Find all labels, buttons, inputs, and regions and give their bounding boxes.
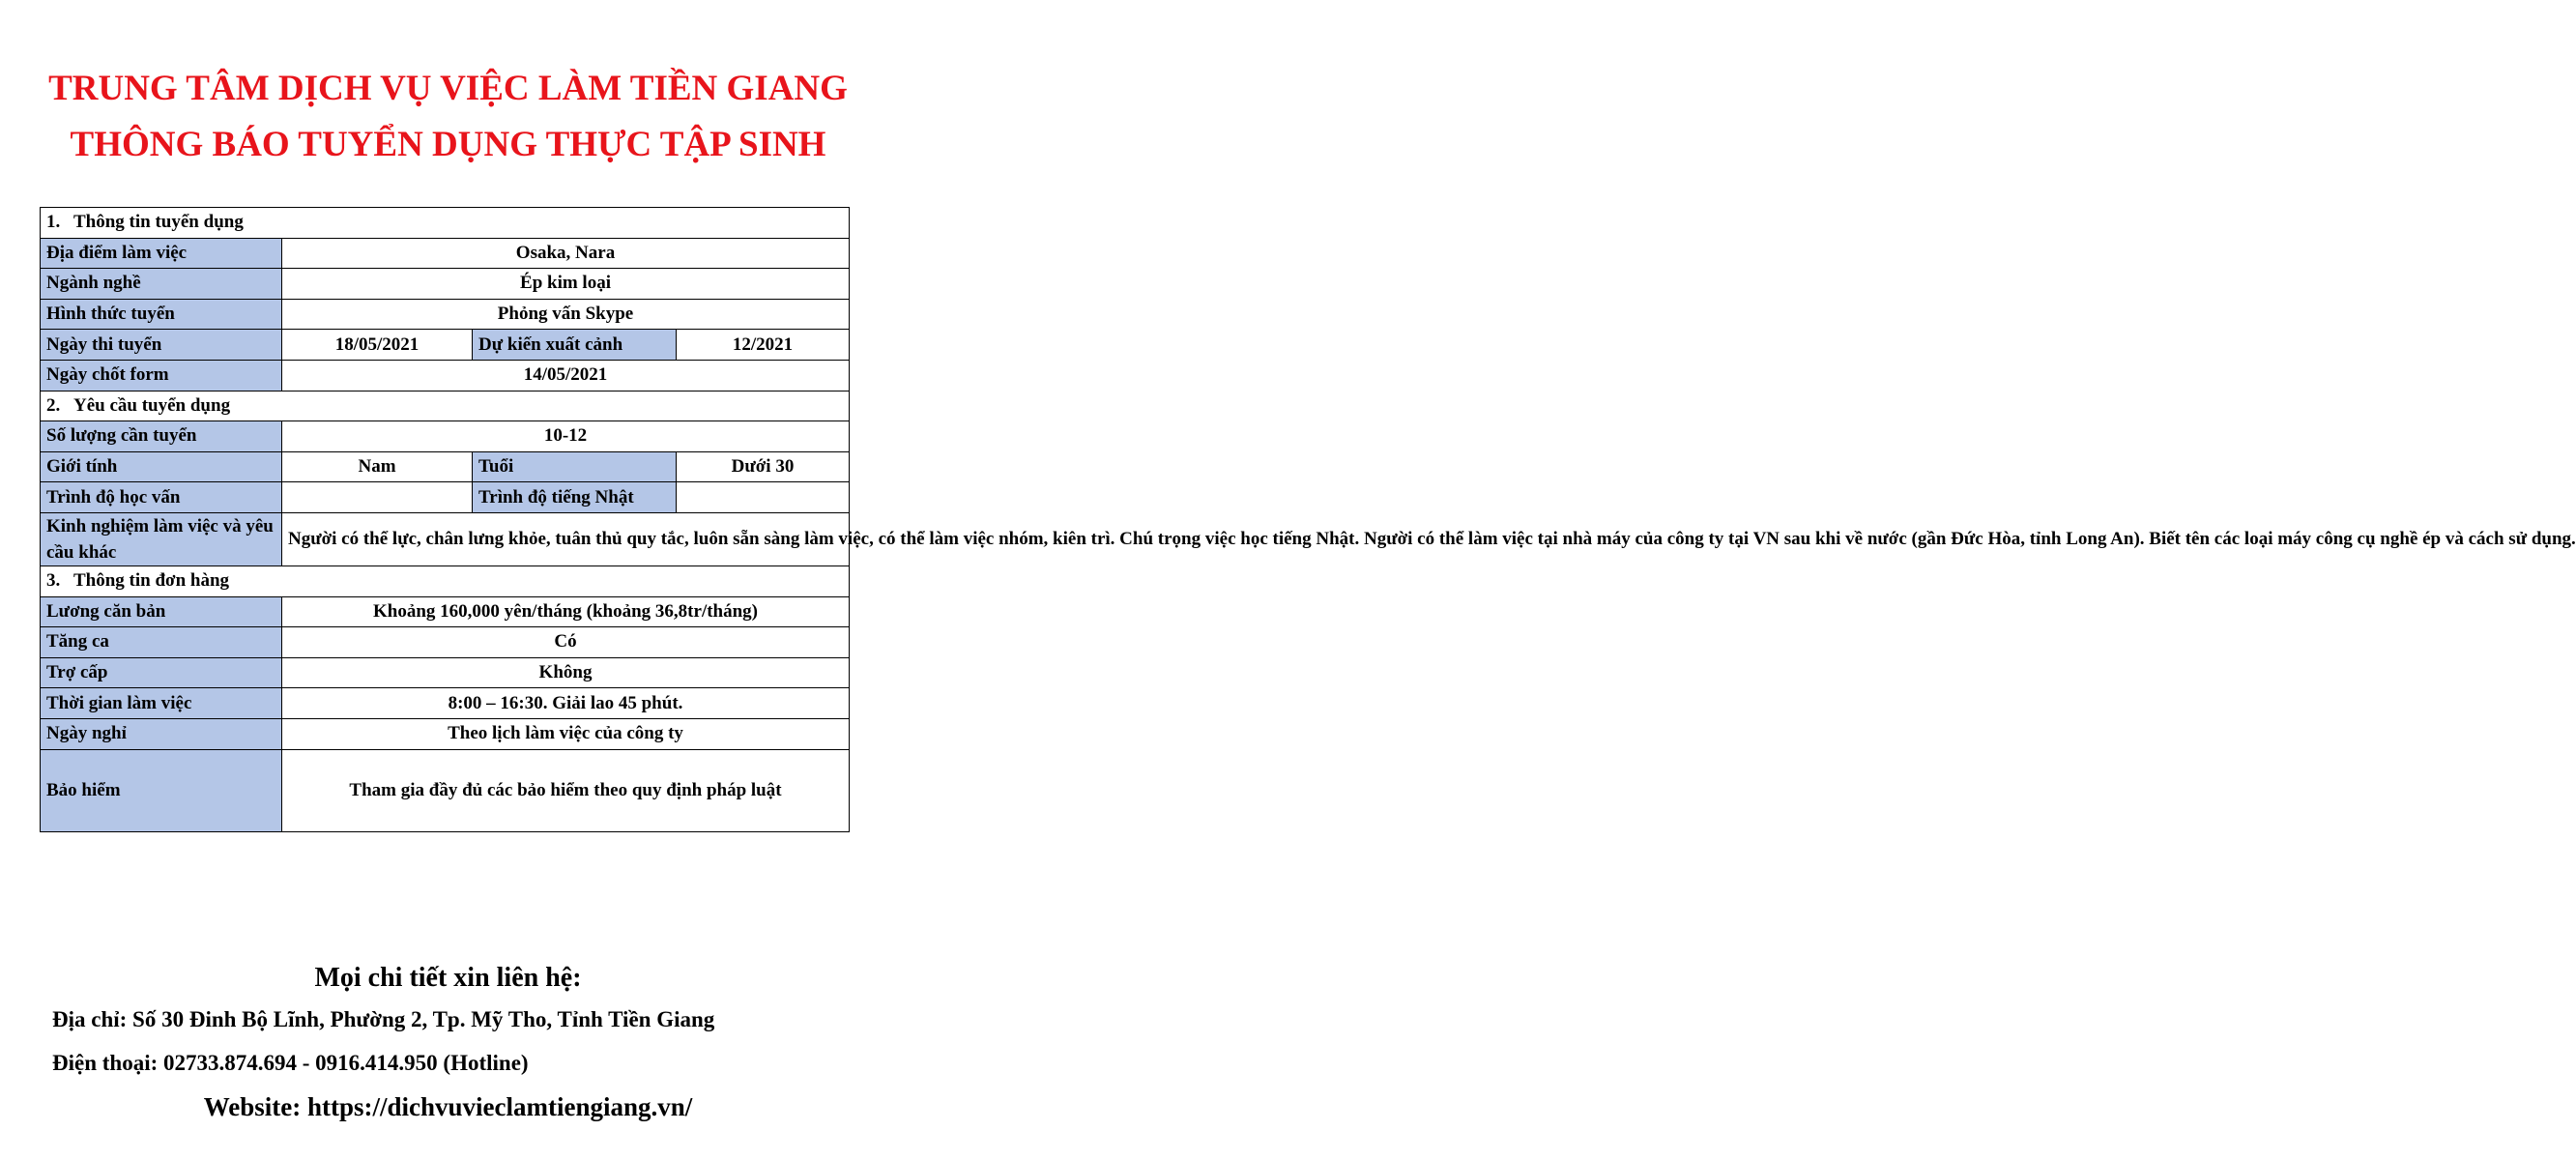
departure-label: Dự kiến xuất cảnh xyxy=(473,330,677,361)
table-row xyxy=(41,330,850,361)
table-row xyxy=(41,299,850,330)
phone-line: Điện thoại: 02733.874.694 - 0916.414.950 (Hotline) xyxy=(52,1051,529,1075)
salary-label: Lương căn bản xyxy=(41,596,282,627)
table-row xyxy=(41,482,850,513)
section-number: 1. xyxy=(46,212,61,233)
section-title: Thông tin tuyển dụng xyxy=(73,212,244,233)
japanese-level-value xyxy=(677,482,850,513)
recruit-form-value: Phỏng vấn Skype xyxy=(282,299,850,330)
table-row xyxy=(41,627,850,658)
table-row xyxy=(41,749,850,831)
website-line: Website: https://dichvuvieclamtiengiang.vn/ xyxy=(203,1092,693,1121)
education-label: Trình độ học vấn xyxy=(41,482,282,513)
days-off-value: Theo lịch làm việc của công ty xyxy=(282,718,850,749)
days-off-label: Ngày nghỉ xyxy=(41,718,282,749)
section-header-requirements xyxy=(41,391,850,421)
allowance-value: Không xyxy=(282,657,850,688)
table-row xyxy=(41,718,850,749)
industry-label: Ngành nghề xyxy=(41,269,282,300)
table-row xyxy=(41,596,850,627)
gender-value: Nam xyxy=(282,451,473,482)
working-hours-label: Thời gian làm việc xyxy=(41,688,282,719)
table-row xyxy=(41,360,850,391)
gender-label: Giới tính xyxy=(41,451,282,482)
insurance-value: Tham gia đầy đủ các bảo hiểm theo quy định pháp luật xyxy=(282,749,850,831)
working-hours-value: 8:00 – 16:30. Giải lao 45 phút. xyxy=(282,688,850,719)
recruitment-table xyxy=(40,207,2576,832)
announcement-title: THÔNG BÁO TUYỂN DỤNG THỰC TẬP SINH xyxy=(70,125,826,164)
departure-value: 12/2021 xyxy=(677,330,850,361)
table-row xyxy=(41,512,850,566)
form-deadline-label: Ngày chốt form xyxy=(41,360,282,391)
insurance-label: Bảo hiểm xyxy=(41,749,282,831)
education-value xyxy=(282,482,473,513)
table-row xyxy=(41,657,850,688)
recruit-form-label: Hình thức tuyển xyxy=(41,299,282,330)
section-title: Yêu cầu tuyển dụng xyxy=(73,394,231,416)
experience-value: Người có thể lực, chân lưng khỏe, tuân thủ quy tắc, luôn sẵn sàng làm việc, có thể làm việc nhóm, kiên trì. Chú trọng việc học tiếng Nhật. Người có thể làm việc tại nhà máy của công ty tại VN sau khi về nước (gần Đức Hòa, tỉnh Long An). Biết tên các loại máy công cụ nghề ép và cách sử dụng. xyxy=(282,512,850,566)
exam-date-value: 18/05/2021 xyxy=(282,330,473,361)
section-header-recruitment-info xyxy=(41,208,850,239)
table-row xyxy=(41,688,850,719)
age-label: Tuổi xyxy=(473,451,677,482)
age-value: Dưới 30 xyxy=(677,451,850,482)
contact-heading: Mọi chi tiết xin liên hệ: xyxy=(314,963,582,993)
quantity-value: 10-12 xyxy=(282,421,850,452)
address-line: Địa chỉ: Số 30 Đinh Bộ Lĩnh, Phường 2, Tp. Mỹ Tho, Tỉnh Tiền Giang xyxy=(52,1007,715,1031)
section-number: 3. xyxy=(46,570,61,592)
salary-value: Khoảng 160,000 yên/tháng (khoảng 36,8tr/tháng) xyxy=(282,596,850,627)
table-row xyxy=(41,269,850,300)
workplace-value: Osaka, Nara xyxy=(282,238,850,269)
section-number: 2. xyxy=(46,394,61,416)
center-name-title: TRUNG TÂM DỊCH VỤ VIỆC LÀM TIỀN GIANG xyxy=(48,69,848,108)
overtime-label: Tăng ca xyxy=(41,627,282,658)
section-header-order-info xyxy=(41,566,850,596)
allowance-label: Trợ cấp xyxy=(41,657,282,688)
industry-value: Ép kim loại xyxy=(282,269,850,300)
form-deadline-value: 14/05/2021 xyxy=(282,360,850,391)
experience-label: Kinh nghiệm làm việc và yêu cầu khác xyxy=(41,512,282,566)
exam-date-label: Ngày thi tuyển xyxy=(41,330,282,361)
table-row xyxy=(41,238,850,269)
quantity-label: Số lượng cần tuyển xyxy=(41,421,282,452)
table-row xyxy=(41,451,850,482)
japanese-level-label: Trình độ tiếng Nhật xyxy=(473,482,677,513)
workplace-label: Địa điểm làm việc xyxy=(41,238,282,269)
table-row xyxy=(41,421,850,452)
overtime-value: Có xyxy=(282,627,850,658)
section-title: Thông tin đơn hàng xyxy=(73,570,230,592)
